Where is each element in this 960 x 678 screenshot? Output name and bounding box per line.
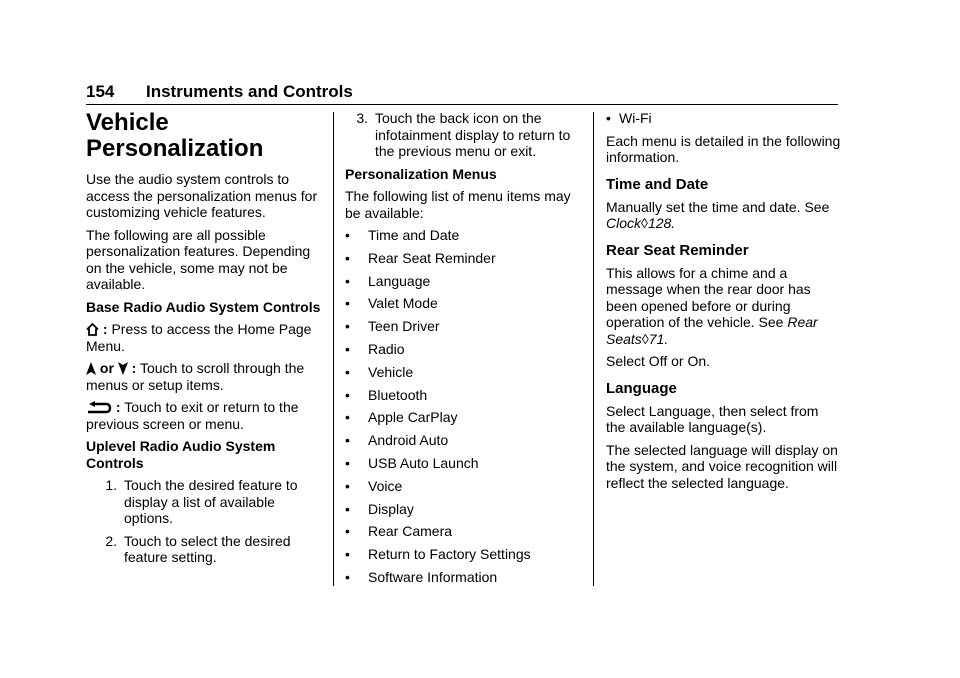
scroll-control bbox=[86, 360, 326, 393]
column-1 bbox=[86, 110, 326, 572]
step-number: 2. bbox=[105, 532, 117, 549]
list-item-text: Display bbox=[368, 500, 414, 517]
period: . bbox=[664, 330, 669, 347]
bullet: • bbox=[345, 568, 350, 585]
list-item bbox=[345, 227, 585, 244]
list-item-text: Valet Mode bbox=[368, 295, 438, 312]
page-ref-symbol: ◊ bbox=[641, 215, 648, 232]
list-item bbox=[345, 478, 585, 495]
clock-link[interactable]: Clock bbox=[606, 215, 642, 232]
column-divider bbox=[333, 112, 334, 586]
period: . bbox=[671, 215, 676, 232]
list-item bbox=[345, 273, 585, 290]
list-item-text: Radio bbox=[368, 340, 405, 357]
bullet: • bbox=[345, 386, 350, 403]
step-number: 3. bbox=[356, 110, 368, 126]
intro-paragraph: Use the audio system controls to access the personalization menus for customizing vehicle features. bbox=[86, 171, 318, 220]
rear-seats-link[interactable]: Rear Seats bbox=[606, 314, 818, 347]
list-item-text: Vehicle bbox=[368, 363, 414, 380]
list-item-text: Apple CarPlay bbox=[368, 409, 458, 426]
list-item bbox=[345, 387, 585, 404]
step-number: 1. bbox=[105, 477, 117, 493]
list-item-text: USB Auto Launch bbox=[368, 454, 479, 471]
menu-list bbox=[345, 227, 585, 585]
scroll-control-text: Touch to scroll through the menus or setup items. bbox=[86, 360, 305, 393]
bullet: • bbox=[345, 477, 350, 494]
time-date-paragraph bbox=[606, 199, 841, 232]
rear-seat-text: This allows for a chime and a message when the rear door has been opened before or during operation of the vehicle. See bbox=[606, 264, 811, 331]
list-item-text: Language bbox=[368, 272, 431, 289]
list-item bbox=[345, 523, 585, 540]
bullet: • bbox=[345, 409, 350, 426]
bullet: • bbox=[345, 546, 350, 563]
or-label: or bbox=[99, 360, 114, 376]
step-text: Touch the desired feature to display a list of available options. bbox=[124, 477, 298, 526]
clock-page-ref[interactable]: 128 bbox=[647, 215, 672, 232]
list-item bbox=[345, 364, 585, 381]
menus-heading: Personalization Menus bbox=[345, 165, 497, 182]
list-item bbox=[606, 110, 841, 127]
page-header bbox=[86, 82, 838, 105]
bullet: • bbox=[345, 295, 350, 312]
step-item bbox=[337, 110, 585, 160]
list-item-text: Voice bbox=[368, 477, 403, 494]
list-item-text: Rear Camera bbox=[368, 523, 453, 540]
home-icon bbox=[86, 323, 99, 336]
menus-intro: The following list of menu items may be available: bbox=[345, 188, 571, 221]
step-item bbox=[86, 477, 326, 527]
bullet: • bbox=[345, 227, 350, 243]
rear-seat-paragraph bbox=[606, 265, 841, 348]
list-item-text: Time and Date bbox=[368, 227, 460, 243]
page-title: Vehicle Personalization bbox=[86, 109, 264, 162]
bullet: • bbox=[345, 272, 350, 289]
step-item bbox=[86, 533, 326, 566]
bullet: • bbox=[345, 432, 350, 449]
language-heading: Language bbox=[606, 379, 677, 397]
step-text: Touch to select the desired feature setting. bbox=[124, 532, 291, 565]
home-control bbox=[86, 321, 326, 354]
back-icon bbox=[86, 401, 112, 414]
column-3 bbox=[606, 110, 841, 497]
detail-paragraph: Each menu is detailed in the following information. bbox=[606, 132, 841, 166]
availability-paragraph: The following are all possible personalization features. Depending on the vehicle, some may not be available. bbox=[86, 226, 311, 292]
time-date-text: Manually set the time and date. See bbox=[606, 198, 830, 215]
list-item bbox=[345, 501, 585, 518]
list-item bbox=[345, 295, 585, 312]
up-arrow-icon bbox=[86, 362, 96, 375]
down-arrow-icon bbox=[118, 362, 128, 375]
colon: : bbox=[102, 321, 108, 337]
list-item bbox=[345, 569, 585, 586]
list-item bbox=[345, 250, 585, 267]
home-control-text: Press to access the Home Page Menu. bbox=[86, 321, 312, 354]
list-item-text: Wi-Fi bbox=[619, 110, 652, 126]
rear-seats-page-ref[interactable]: 71 bbox=[648, 330, 665, 347]
list-item-text: Return to Factory Settings bbox=[368, 546, 531, 563]
bullet: • bbox=[345, 500, 350, 517]
list-item-text: Android Auto bbox=[368, 432, 449, 449]
bullet: • bbox=[345, 340, 350, 357]
list-item bbox=[345, 432, 585, 449]
base-radio-heading: Base Radio Audio System Controls bbox=[86, 298, 321, 315]
page-number: 154 bbox=[86, 82, 115, 101]
list-item bbox=[345, 455, 585, 472]
colon: : bbox=[115, 399, 121, 415]
bullet: • bbox=[345, 523, 350, 540]
bullet: • bbox=[345, 249, 350, 266]
select-off-on: Select Off or On. bbox=[606, 353, 711, 370]
language-paragraph-2: The selected language will display on the system, and voice recognition will reflect the selected language. bbox=[606, 441, 838, 491]
list-item-text: Bluetooth bbox=[368, 386, 428, 403]
page-ref-symbol: ◊ bbox=[641, 330, 649, 347]
list-item bbox=[345, 409, 585, 426]
column-divider bbox=[593, 112, 594, 586]
language-paragraph: Select Language, then select from the available language(s). bbox=[606, 402, 819, 436]
rear-seat-heading: Rear Seat Reminder bbox=[606, 241, 749, 259]
list-item bbox=[345, 318, 585, 335]
bullet: • bbox=[345, 318, 350, 335]
section-title: Instruments and Controls bbox=[146, 82, 353, 101]
bullet: • bbox=[606, 110, 611, 126]
back-control-text: Touch to exit or return to the previous screen or menu. bbox=[86, 399, 299, 432]
step-text: Touch the back icon on the infotainment display to return to the previous menu or exit. bbox=[375, 110, 571, 159]
bullet: • bbox=[345, 363, 350, 380]
colon: : bbox=[131, 360, 137, 376]
uplevel-radio-heading: Uplevel Radio Audio System Controls bbox=[86, 438, 276, 471]
time-date-heading: Time and Date bbox=[606, 175, 709, 193]
list-item-text: Rear Seat Reminder bbox=[368, 249, 496, 266]
list-item-text: Software Information bbox=[368, 568, 498, 585]
back-control bbox=[86, 399, 326, 432]
list-item bbox=[345, 546, 585, 563]
list-item-text: Teen Driver bbox=[368, 318, 440, 335]
column-2 bbox=[345, 110, 585, 592]
bullet: • bbox=[345, 454, 350, 471]
list-item bbox=[345, 341, 585, 358]
menu-list-continued bbox=[606, 110, 841, 127]
